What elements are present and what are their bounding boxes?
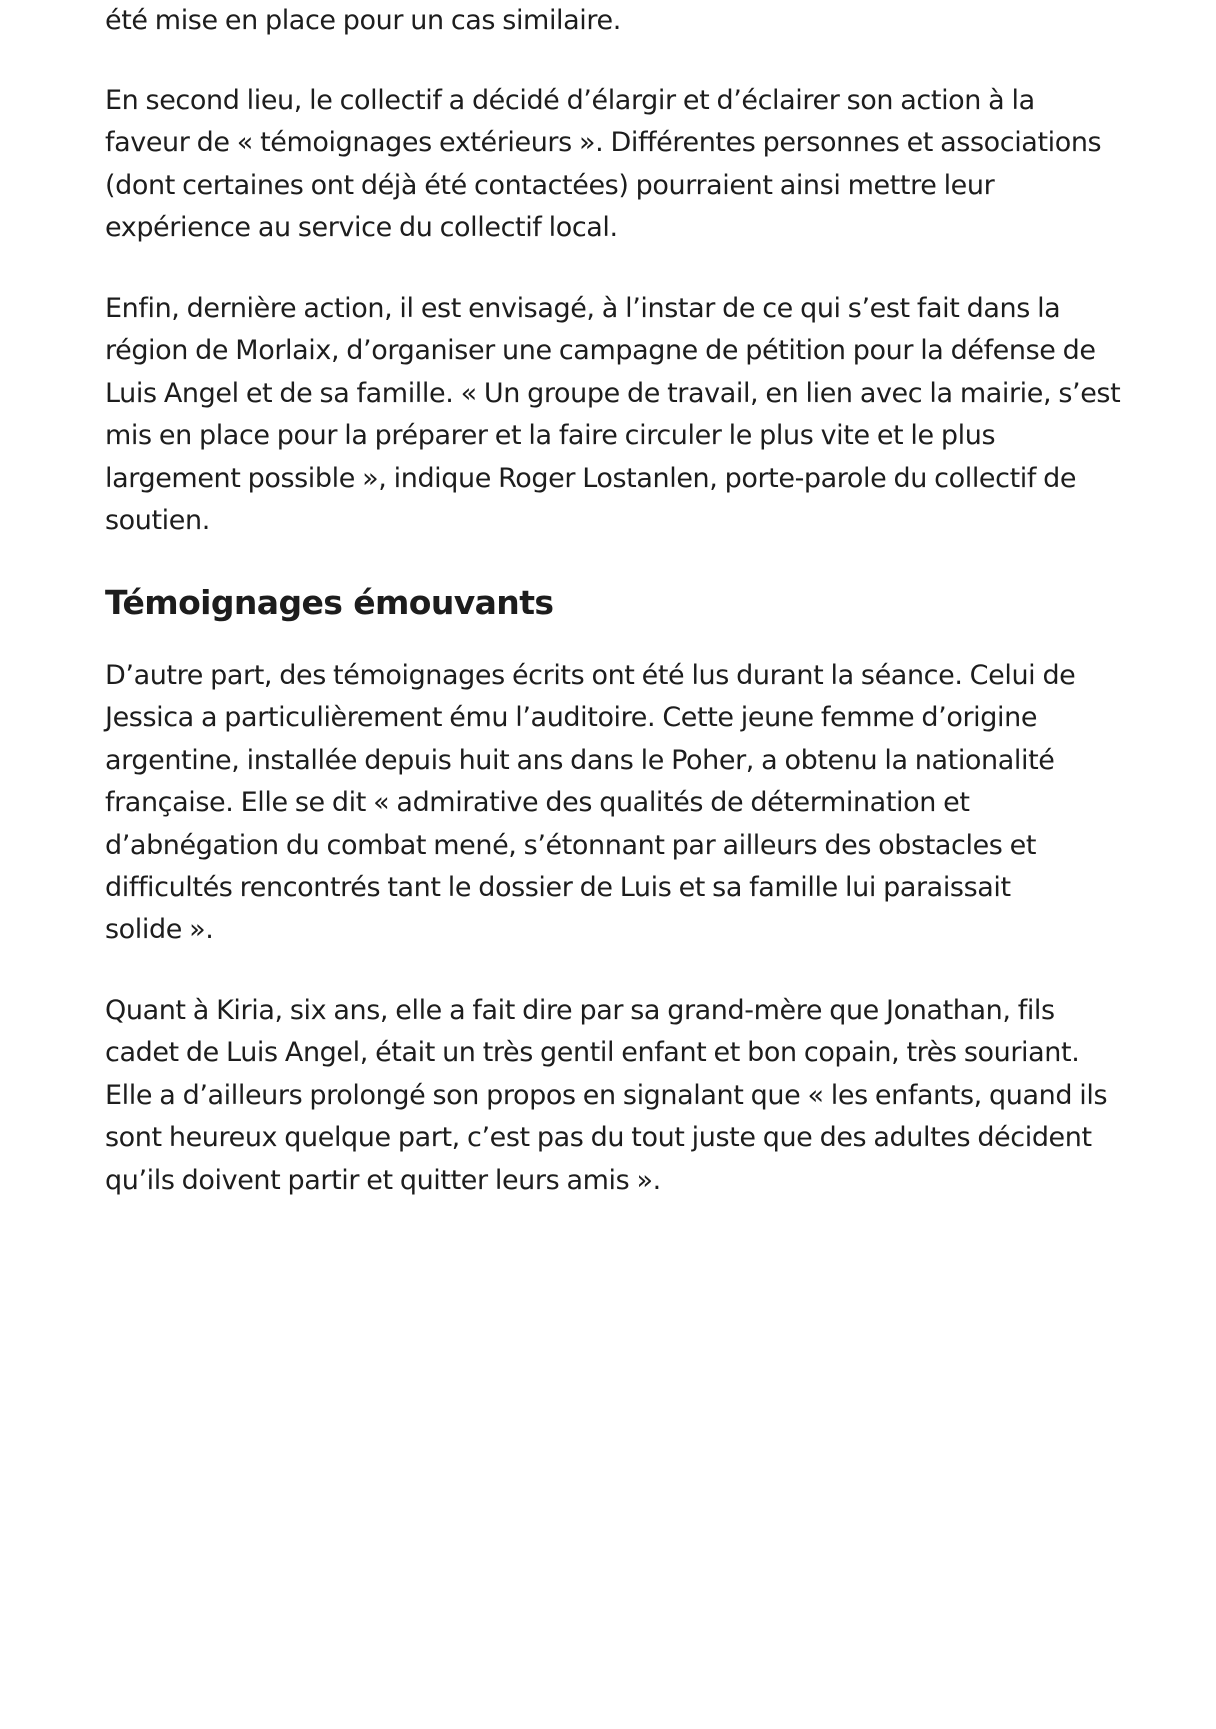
text-line: faveur de « témoignages extérieurs ». Différentes personnes et associations xyxy=(105,127,1102,159)
text-line: sont heureux quelque part, c’est pas du tout juste que des adultes décident xyxy=(105,1122,1092,1154)
text-line: (dont certaines ont déjà été contactées) pourraient ainsi mettre leur xyxy=(105,169,995,201)
text-line: solide ». xyxy=(105,914,214,946)
paragraph-continued xyxy=(105,0,621,42)
text-line: française. Elle se dit « admirative des qualités de détermination et xyxy=(105,787,970,819)
text-line: mis en place pour la préparer et la faire circuler le plus vite et le plus xyxy=(105,420,996,452)
paragraph-kiria-testimony xyxy=(105,990,1107,1202)
text-line: expérience au service du collectif local. xyxy=(105,212,618,244)
text-line: d’abnégation du combat mené, s’étonnant par ailleurs des obstacles et xyxy=(105,829,1037,861)
text-line: Luis Angel et de sa famille. « Un groupe de travail, en lien avec la mairie, s’est xyxy=(105,377,1121,409)
text-line: D’autre part, des témoignages écrits ont été lus durant la séance. Celui de xyxy=(105,660,1076,691)
text-line: argentine, installée depuis huit ans dans le Poher, a obtenu la nationalité xyxy=(105,744,1055,776)
text-line: cadet de Luis Angel, était un très gentil enfant et bon copain, très souriant. xyxy=(105,1037,1080,1069)
text-line: Elle a d’ailleurs prolongé son propos en signalant que « les enfants, quand ils xyxy=(105,1079,1108,1111)
text-line: soutien. xyxy=(105,505,210,537)
text-line: région de Morlaix, d’organiser une campagne de pétition pour la défense de xyxy=(105,335,1096,367)
text-line: Quant à Kiria, six ans, elle a fait dire par sa grand-mère que Jonathan, fils xyxy=(105,995,1055,1026)
text-line: été mise en place pour un cas similaire. xyxy=(105,5,621,36)
text-line: difficultés rencontrés tant le dossier de Luis et sa famille lui paraissait xyxy=(105,872,1011,904)
text-line: qu’ils doivent partir et quitter leurs amis ». xyxy=(105,1164,661,1196)
paragraph-external-testimonies xyxy=(105,80,1101,250)
text-line: En second lieu, le collectif a décidé d’élargir et d’éclairer son action à la xyxy=(105,85,1035,116)
paragraph-petition xyxy=(105,288,1120,542)
text-line: Jessica a particulièrement ému l’auditoire. Cette jeune femme d’origine xyxy=(105,702,1038,734)
text-line: largement possible », indique Roger Lostanlen, porte-parole du collectif de xyxy=(105,462,1077,494)
section-heading: Témoignages émouvants xyxy=(105,583,554,622)
paragraph-jessica-testimony xyxy=(105,655,1075,952)
text-line: Enfin, dernière action, il est envisagé, à l’instar de ce qui s’est fait dans la xyxy=(105,293,1061,324)
